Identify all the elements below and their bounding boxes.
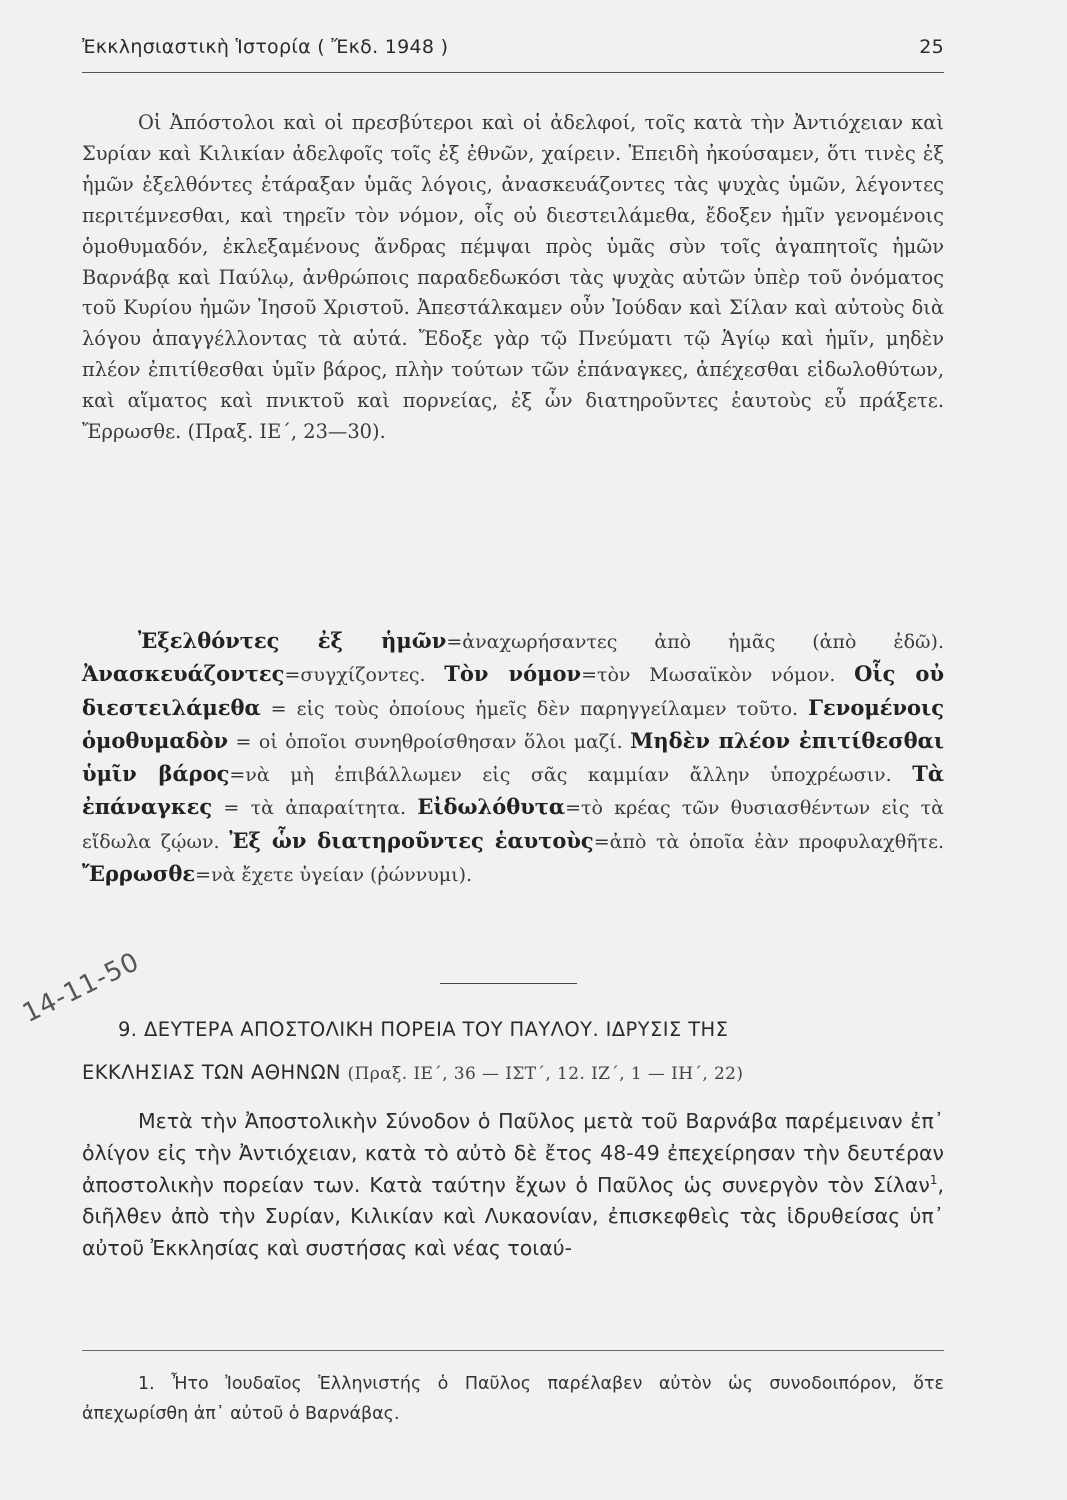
body-paragraph (82, 1106, 944, 1265)
section-title-line1: 9. ΔΕΥΤΕΡΑ ΑΠΟΣΤΟΛΙΚΗ ΠΟΡΕΙΑ ΤΟΥ ΠΑΥΛΟΥ. ΙΔΡΥΣΙΣ ΤΗΣ (118, 1018, 729, 1041)
glossary-term: Γενομένοις ὁμοθυμαδὸν (82, 694, 944, 753)
handwritten-date-note: 14-11-50 (18, 946, 145, 1029)
glossary-definition: = τὰ ἀπαραίτητα. (212, 797, 418, 820)
glossary-term: Ἐξελθόντες ἐξ ἡμῶν (138, 628, 447, 653)
glossary-term: Τὰ ἐπάναγκες (82, 761, 945, 820)
glossary-definition: =νὰ μὴ ἐπιβάλλωμεν εἰς σᾶς καμμίαν ἄλλην ὑποχρέωσιν. (229, 764, 913, 787)
body-text-part1: Μετὰ τὴν Ἀποστολικὴν Σύνοδον ὁ Παῦλος μετὰ τοῦ Βαρνάβα παρέμειναν ἐπ᾽ ὀλίγον εἰς τὴν Ἀντιόχειαν, κατὰ τὸ αὐτὸ δὲ ἔτος 48-49 ἐπεχείρησαν τὴν δευτέραν ἀποστολικὴν πορείαν των. Κατὰ ταύτην ἔχων ὁ Παῦλος ὡς συνεργὸν τὸν Σίλαν (82, 1109, 944, 1197)
glossary-definition: = εἰς τοὺς ὁποίους ἡμεῖς δὲν παρηγγείλαμεν τοῦτο. (260, 697, 809, 720)
page-header (82, 36, 944, 70)
glossary-term: Μηδὲν πλέον ἐπιτίθεσθαι ὑμῖν βάρος (82, 727, 945, 787)
section-heading (82, 1008, 944, 1096)
body-text-part2: , διῆλθεν ἀπὸ τὴν Συρίαν, Κιλικίαν καὶ Λυκαονίαν, ἐπισκεφθεὶς τὰς ἱδρυθείσας ὑπ᾽ αὐτοῦ Ἐκκλησίας καὶ συστήσας καὶ νέας τοιαύ- (82, 1172, 944, 1261)
glossary-definition: =νὰ ἔχετε ὑγείαν (ῥώννυμι). (195, 864, 473, 887)
section-title-line2 (82, 1051, 944, 1096)
glossary-term: Εἰδωλόθυτα (417, 794, 566, 820)
section-reference: (Πραξ. ΙΕ΄, 36 — ΙΣΤ΄, 12. ΙΖ΄, 1 — ΙΗ΄, 22) (347, 1064, 744, 1084)
glossary-term: Οἷς οὐ διεστειλάμεθα (82, 661, 945, 720)
header-rule (82, 72, 944, 73)
glossary-paragraph (82, 625, 944, 891)
footnote: 1. Ἦτο Ἰουδαῖος Ἑλληνιστής ὁ Παῦλος παρέλαβεν αὐτὸν ὡς συνοδοιπόρον, ὅτε ἀπεχωρίσθη ἀπ᾽ αὐτοῦ ὁ Βαρνάβας. (82, 1374, 944, 1424)
glossary-definition: =συγχίζοντες. (284, 664, 445, 687)
running-title: Ἐκκλησιαστικὴ Ἱστορία ( Ἔκδ. 1948 ) (82, 36, 449, 58)
apostolic-letter-quote: Οἱ Ἀπόστολοι καὶ οἱ πρεσβύτεροι καὶ οἱ ἀδελφοί, τοῖς κατὰ τὴν Ἀντιόχειαν καὶ Συρίαν καὶ Κιλικίαν ἀδελφοῖς τοῖς ἐξ ἐθνῶν, χαίρειν. Ἐπειδὴ ἠκούσαμεν, ὅτι τινὲς ἐξ ἡμῶν ἐξελθόντες ἐτάραξαν ὑμᾶς λόγοις, ἀνασκευάζοντες τὰς ψυχὰς ὑμῶν, λέγοντες περιτέμνεσθαι, καὶ τηρεῖν τὸν νόμον, οἷς οὐ διεστειλάμεθα, ἔδοξεν ἡμῖν γενομένοις ὁμοθυμαδόν, ἐκλεξαμένους ἄνδρας πέμψαι πρὸς ὑμᾶς σὺν τοῖς ἀγαπητοῖς ἡμῶν Βαρνάβᾳ καὶ Παύλῳ, ἀνθρώποις παραδεδωκόσι τὰς ψυχὰς αὐτῶν ὑπὲρ τοῦ ὀνόματος τοῦ Κυρίου ἡμῶν Ἰησοῦ Χριστοῦ. Ἀπεστάλκαμεν οὖν Ἰούδαν καὶ Σίλαν καὶ αὐτοὺς διὰ λόγου ἀπαγγέλλοντας τὰ αὐτά. Ἔδοξε γὰρ τῷ Πνεύματι τῷ Ἁγίῳ καὶ ἡμῖν, μηδὲν πλέον ἐπιτίθεσθαι ὑμῖν βάρος, πλὴν τούτων τῶν ἐπάναγκες, ἀπέχεσθαι εἰδωλοθύτων, καὶ αἵματος καὶ πνικτοῦ καὶ πορνείας, ἐξ ὧν διατηροῦντες ἑαυτοὺς εὖ πράξετε. Ἔρρωσθε. (Πραξ. ΙΕ΄, 23—30). (82, 111, 944, 444)
glossary-term: Ἔρρωσθε (82, 861, 196, 887)
glossary-definition: = οἱ ὁποῖοι συνηθροίσθησαν ὅλοι μαζί. (228, 730, 631, 753)
glossary-term: Ἐξ ὧν διατηροῦντες ἑαυτοὺς (229, 827, 594, 853)
glossary-definition: =ἀπὸ τὰ ὁποῖα ἐὰν προφυλαχθῆτε. (593, 830, 945, 853)
glossary-definition: =τὸν Μωσαϊκὸν νόμον. (581, 664, 855, 687)
glossary-definition: =ἀναχωρήσαντες ἀπὸ ἡμᾶς (ἀπὸ ἐδῶ). (446, 631, 944, 653)
glossary-term: Ἀνασκευάζοντες (82, 661, 285, 687)
footnote-rule (82, 1350, 944, 1351)
section-title-text: ΕΚΚΛΗΣΙΑΣ ΤΩΝ ΑΘΗΝΩΝ (82, 1061, 341, 1084)
page-number: 25 (919, 36, 944, 58)
glossary-definition: =τὸ κρέας τῶν θυσιασθέντων εἰς τὰ εἴδωλα ζῴων. (82, 797, 945, 853)
footnote-marker: 1 (929, 1172, 938, 1187)
section-divider (440, 983, 577, 984)
glossary-term: Τὸν νόμον (444, 661, 582, 687)
